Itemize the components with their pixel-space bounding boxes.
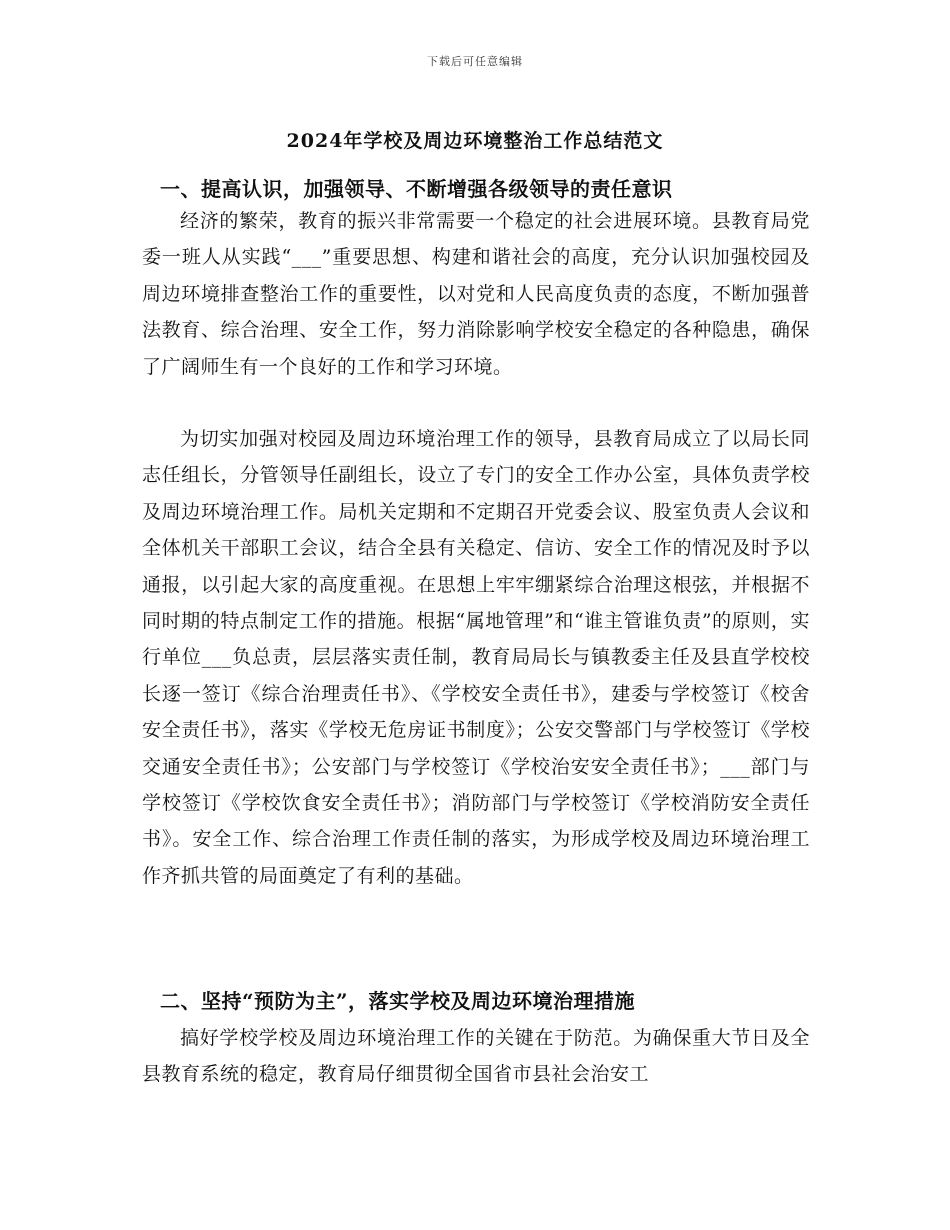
- header-note: 下载后可任意编辑: [427, 55, 523, 68]
- section-2-paragraph-1: 搞好学校学校及周边环境治理工作的关键在于防范。为确保重大节日及全县教育系统的稳定，教育局仔细贯彻全国省市县社会治安工: [142, 1027, 810, 1086]
- section-heading-1: 一、提高认识，加强领导、不断增强各级领导的责任意识: [160, 177, 673, 201]
- section-heading-2: 二、坚持“预防为主”，落实学校及周边环境治理措施: [160, 989, 636, 1013]
- document-title: 2024年学校及周边环境整治工作总结范文: [286, 130, 664, 152]
- section-1-paragraph-2: 为切实加强对校园及周边环境治理工作的领导，县教育局成立了以局长同志任组长，分管领导任副组长，设立了专门的安全工作办公室，具体负责学校及周边环境治理工作。局机关定期和不定期召开党委会议、股室负责人会议和全体机关干部职工会议，结合全县有关稳定、信访、安全工作的情况及时予以通报，以引起大家的高度重视。在思想上牢牢绷紧综合治理这根弦，并根据不同时期的特点制定工作的措施。根据“属地管理”和“谁主管谁负责”的原则，实行单位___负总责，层层落实责任制，教育局局长与镇教委主任及县直学校校长逐一签订《综合治理责任书》、《学校安全责任书》，建委与学校签订《校舍安全责任书》，落实《学校无危房证书制度》；公安交警部门与学校签订《学校交通安全责任书》；公安部门与学校签订《学校治安安全责任书》；___部门与学校签订《学校饮食安全责任书》；消防部门与学校签订《学校消防安全责任书》。安全工作、综合治理工作责任制的落实，为形成学校及周边环境治理工作齐抓共管的局面奠定了有利的基础。: [142, 428, 810, 887]
- section-1-paragraph-1: 经济的繁荣，教育的振兴非常需要一个稳定的社会进展环境。县教育局党委一班人从实践“___”重要思想、构建和谐社会的高度，充分认识加强校园及周边环境排查整治工作的重要性，以对党和人民高度负责的态度，不断加强普法教育、综合治理、安全工作，努力消除影响学校安全稳定的各种隐患，确保了广阔师生有一个良好的工作和学习环境。: [142, 210, 810, 378]
